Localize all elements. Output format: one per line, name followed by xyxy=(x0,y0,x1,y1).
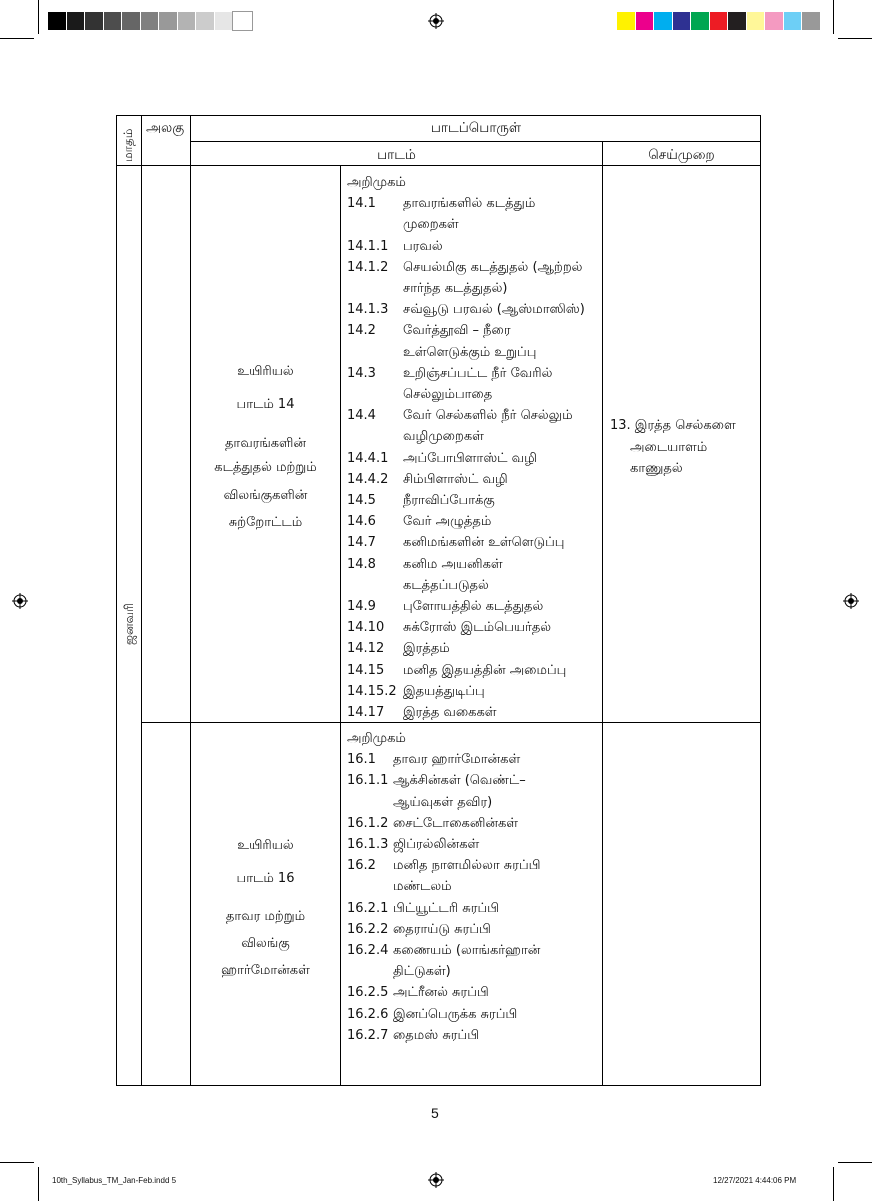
crop-mark xyxy=(0,38,34,39)
block-1-topic-text: கனிமங்களின் உள்ளெடுப்பு xyxy=(403,535,565,551)
crop-mark xyxy=(833,0,834,34)
table-rule xyxy=(602,141,603,1086)
topic-number: 14.1.1 xyxy=(347,238,389,254)
block-1-topic-text: செல்லும்பாதை xyxy=(403,387,493,402)
block-1-topic-text: வேர்த்தூவி – நீரை xyxy=(403,323,511,339)
footer-file-name: 10th_Syllabus_TM_Jan-Feb.indd 5 xyxy=(52,1176,177,1185)
block-1-topic-text: சவ்வூடு பரவல் (ஆஸ்மாஸிஸ்) xyxy=(403,302,585,318)
calibration-swatch xyxy=(196,12,215,30)
topic-number: 16.2.6 xyxy=(347,1006,389,1022)
table-rule xyxy=(340,165,341,1086)
block-1-topic-text: சுக்ரோஸ் இடம்பெயர்தல் xyxy=(403,620,552,636)
block-2-topic-text: மனித நாளமில்லா சுரப்பி xyxy=(393,858,541,874)
block-1-topic-text: கடத்தப்படுதல் xyxy=(403,577,489,593)
calibration-swatch xyxy=(617,12,636,30)
block-2-topic-text: ஆய்வுகள் தவிர) xyxy=(393,794,493,810)
intro-label: அறிமுகம் xyxy=(347,731,406,746)
registration-mark-icon xyxy=(843,593,859,609)
topic-number: 14.17 xyxy=(347,705,385,720)
header-activity: செய்முறை xyxy=(648,147,715,163)
calibration-swatch xyxy=(728,12,747,30)
block-1-topic-text: வேர் செல்களில் நீர் செல்லும் xyxy=(403,408,573,424)
calibration-swatch xyxy=(802,12,821,30)
topic-number: 14.12 xyxy=(347,641,385,657)
lesson-2-line: உயிரியல் xyxy=(237,838,294,853)
lesson-1-line: உயிரியல் xyxy=(237,364,294,379)
block-1-topic-text: வேர் அழுத்தம் xyxy=(403,514,492,530)
lesson-1-line: சுற்றோட்டம் xyxy=(228,515,303,530)
block-1-topic-text: முறைகள் xyxy=(403,217,459,233)
topic-number: 14.4 xyxy=(347,408,376,424)
table-border xyxy=(760,115,761,1086)
topic-number: 14.9 xyxy=(347,599,376,614)
topic-number: 14.5 xyxy=(347,493,376,508)
calibration-swatch xyxy=(747,12,766,30)
topic-number: 14.6 xyxy=(347,514,376,530)
topic-number: 16.1.2 xyxy=(347,815,389,831)
topic-number: 16.2.5 xyxy=(347,985,389,1001)
footer-timestamp: 12/27/2021 4:44:06 PM xyxy=(713,1176,797,1185)
registration-mark-icon xyxy=(428,1172,444,1188)
table-rule xyxy=(141,115,142,1086)
block-2-topic-text: ஆக்சின்கள் (வெண்ட்– xyxy=(393,773,526,789)
activity-line: காணுதல் xyxy=(630,461,683,476)
block-2-topic-text: மண்டலம் xyxy=(393,879,452,895)
lesson-2-line: தாவர மற்றும் xyxy=(225,909,306,924)
calibration-swatch xyxy=(215,12,234,30)
block-2-topic-text: அட்ரீனல் சுரப்பி xyxy=(393,985,489,1001)
topic-number: 16.2 xyxy=(347,858,376,874)
calibration-swatch xyxy=(636,12,655,30)
topic-number: 16.1 xyxy=(347,752,376,768)
crop-mark xyxy=(38,0,39,34)
calibration-swatch xyxy=(85,12,104,30)
topic-number: 16.1.3 xyxy=(347,837,389,852)
block-2-topic-text: இனப்பெருக்க சுரப்பி xyxy=(393,1006,518,1022)
color-calibration-bar xyxy=(617,12,821,30)
block-2-topic-text: கணையம் (லாங்கர்ஹான் xyxy=(393,943,541,958)
block-1-topic-text: உள்ளெடுக்கும் உறுப்பு xyxy=(403,344,537,360)
header-content: பாடப்பொருள் xyxy=(430,120,522,136)
topic-number: 14.15 xyxy=(347,662,385,678)
lesson-2-line: பாடம் 16 xyxy=(236,871,295,886)
registration-mark-icon xyxy=(12,593,28,609)
topic-number: 14.1 xyxy=(347,196,376,212)
block-1-topic-text: சிம்பிளாஸ்ட் வழி xyxy=(403,471,508,487)
block-1-topic-text: புளோயத்தில் கடத்துதல் xyxy=(403,599,544,614)
topic-number: 14.10 xyxy=(347,620,385,636)
block-1-topic-text: பரவல் xyxy=(403,238,443,254)
lesson-2-line: ஹார்மோன்கள் xyxy=(221,963,310,978)
lesson-1-line: பாடம் 14 xyxy=(236,397,295,412)
topic-number: 16.2.2 xyxy=(347,921,389,937)
calibration-swatch xyxy=(673,12,692,30)
block-1-topic-text: மனித இதயத்தின் அமைப்பு xyxy=(403,662,567,678)
calibration-swatch xyxy=(233,12,252,30)
lesson-1-line: விலங்குகளின் xyxy=(223,488,308,503)
topic-number: 14.8 xyxy=(347,556,376,572)
calibration-swatch xyxy=(784,12,803,30)
topic-number: 14.1.3 xyxy=(347,302,389,318)
lesson-1-line: கடத்துதல் மற்றும் xyxy=(214,460,317,475)
block-1-topic-text: செயல்மிகு கடத்துதல் (ஆற்றல் xyxy=(403,259,583,275)
table-border xyxy=(116,1085,761,1086)
activity-line: 13. இரத்த செல்களை xyxy=(610,418,736,433)
header-lesson: பாடம் xyxy=(377,147,416,163)
topic-number: 14.4.1 xyxy=(347,450,389,466)
topic-number: 16.2.7 xyxy=(347,1027,389,1043)
lesson-1-line: தாவரங்களின் xyxy=(224,436,307,451)
table-rule xyxy=(141,722,761,723)
table-border xyxy=(116,115,117,1086)
registration-mark-icon xyxy=(428,13,444,29)
topic-number: 14.3 xyxy=(347,365,376,381)
header-unit: அலகு xyxy=(146,120,185,136)
block-1-topic-text: இரத்தம் xyxy=(403,641,450,657)
block-1-topic-text: தாவரங்களில் கடத்தும் xyxy=(403,196,536,212)
block-2-topic-text: திட்டுகள்) xyxy=(393,964,451,980)
month-label: ஜனவரி xyxy=(122,603,136,645)
crop-mark xyxy=(38,1167,39,1201)
topic-number: 14.1.2 xyxy=(347,259,389,275)
block-1-topic-text: கனிம அயனிகள் xyxy=(403,556,503,572)
calibration-swatch xyxy=(765,12,784,30)
block-1-topic-text: நீராவிப்போக்கு xyxy=(403,493,495,508)
block-2-topic-text: ஜிப்ரல்லின்கள் xyxy=(393,837,480,852)
topic-number: 16.1.1 xyxy=(347,773,389,789)
block-2-topic-text: தைமஸ் சுரப்பி xyxy=(393,1027,480,1043)
block-1-topic-text: இதயத்துடிப்பு xyxy=(403,683,485,699)
calibration-swatch xyxy=(104,12,123,30)
topic-number: 14.4.2 xyxy=(347,471,389,487)
block-2-topic-text: தைராய்டு சுரப்பி xyxy=(393,921,491,937)
crop-mark xyxy=(838,38,872,39)
topic-number: 14.2 xyxy=(347,323,376,339)
calibration-swatch xyxy=(159,12,178,30)
header-month: மாதம் xyxy=(121,128,135,162)
crop-mark xyxy=(833,1167,834,1201)
calibration-swatch xyxy=(654,12,673,30)
block-2-topic-text: பிட்யூட்டரி சுரப்பி xyxy=(393,900,499,916)
topic-number: 14.15.2 xyxy=(347,683,397,699)
topic-number: 16.2.4 xyxy=(347,943,389,958)
block-2-topic-text: சைட்டோகைனின்கள் xyxy=(393,815,519,831)
calibration-swatch xyxy=(122,12,141,30)
lesson-2-line: விலங்கு xyxy=(241,936,290,951)
table-rule xyxy=(190,141,761,142)
activity-line: அடையாளம் xyxy=(630,440,708,455)
block-1-topic-text: வழிமுறைகள் xyxy=(403,429,484,445)
calibration-swatch xyxy=(691,12,710,30)
page-number: 5 xyxy=(431,1105,439,1121)
block-1-topic-text: அப்போபிளாஸ்ட் வழி xyxy=(403,450,537,466)
topic-number: 16.2.1 xyxy=(347,900,389,916)
block-2-topic-text: தாவர ஹார்மோன்கள் xyxy=(393,752,521,768)
crop-mark xyxy=(0,1162,34,1163)
intro-label: அறிமுகம் xyxy=(347,175,406,190)
table-rule xyxy=(116,165,761,166)
block-1-topic-text: இரத்த வகைகள் xyxy=(403,705,497,720)
calibration-swatch xyxy=(48,12,67,30)
calibration-swatch xyxy=(141,12,160,30)
block-1-topic-text: உறிஞ்சப்பட்ட நீர் வேரில் xyxy=(403,365,553,381)
calibration-swatch xyxy=(710,12,729,30)
calibration-swatch xyxy=(178,12,197,30)
gray-calibration-bar xyxy=(48,12,252,30)
table-border xyxy=(116,115,761,116)
crop-mark xyxy=(838,1162,872,1163)
topic-number: 14.7 xyxy=(347,535,376,551)
calibration-swatch xyxy=(67,12,86,30)
block-1-topic-text: சார்ந்த கடத்துதல்) xyxy=(403,281,508,296)
